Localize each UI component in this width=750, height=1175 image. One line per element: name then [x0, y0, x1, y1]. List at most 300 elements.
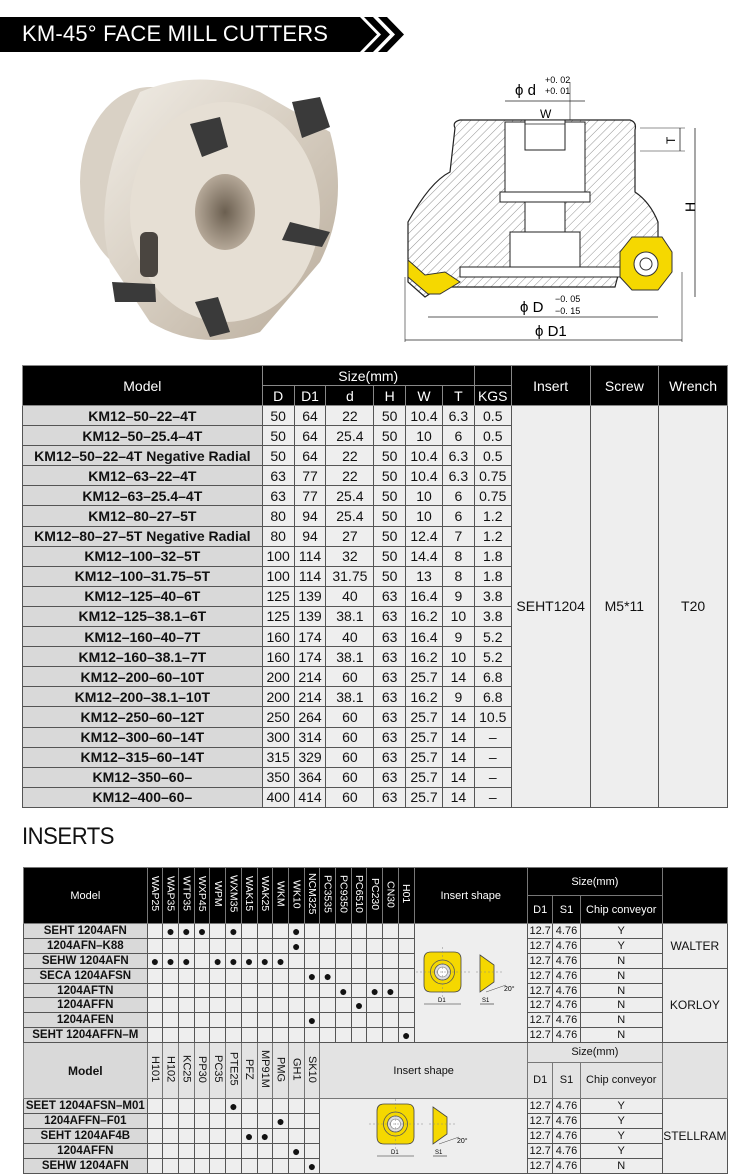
size-kgs-cell: 1.8 [474, 566, 511, 586]
size-kgs-cell: 10.5 [474, 707, 511, 727]
grade-mark-cell [336, 998, 352, 1013]
grade-mark-cell [351, 938, 367, 953]
insert-model-cell: 1204AFN–K88 [24, 938, 148, 953]
size-d-cell: 22 [326, 406, 374, 426]
grade-mark-cell [336, 1028, 352, 1043]
col-size-group: Size(mm) [528, 868, 663, 896]
grade-mark-cell [241, 1099, 257, 1114]
grade-mark-cell [383, 968, 399, 983]
size-d1-cell: 64 [294, 406, 326, 426]
model-cell: KM12–63–22–4T [23, 466, 263, 486]
size-d-cell: 60 [326, 767, 374, 787]
size-t-cell: 14 [442, 727, 474, 747]
dot-icon: ● [213, 952, 222, 969]
size-d-cell: 27 [326, 526, 374, 546]
size-w-cell: 10.4 [406, 406, 443, 426]
size-w-cell: 16.4 [406, 627, 443, 647]
grade-mark-cell [226, 968, 242, 983]
svg-text:−0. 15: −0. 15 [555, 306, 581, 316]
grade-mark-cell [383, 938, 399, 953]
grade-mark-cell [398, 998, 414, 1013]
grade-mark-cell [241, 1128, 257, 1143]
grade-mark-cell [147, 1028, 163, 1043]
grade-mark-cell [210, 1013, 226, 1028]
size-d-cell: 25.4 [326, 426, 374, 446]
grade-mark-cell [163, 1143, 179, 1158]
grade-mark-cell [241, 938, 257, 953]
grade-mark-cell [147, 1158, 163, 1173]
grade-mark-cell [257, 1114, 273, 1129]
table-row [23, 406, 728, 426]
size-d1-cell: 114 [294, 546, 326, 566]
size-d-cell: 160 [262, 647, 294, 667]
grade-mark-cell [336, 924, 352, 939]
grade-mark-cell [194, 968, 210, 983]
grade-mark-cell [210, 938, 226, 953]
size-d1-cell: 364 [294, 767, 326, 787]
size-t-cell: 7 [442, 526, 474, 546]
grade-mark-cell [257, 1099, 273, 1114]
size-t-cell: 8 [442, 566, 474, 586]
col-model: Model [24, 1043, 148, 1099]
size-d1-cell: 214 [294, 687, 326, 707]
size-h-cell: 63 [374, 586, 406, 606]
size-t-cell: 9 [442, 627, 474, 647]
size-h-cell: 50 [374, 506, 406, 526]
insert-row: SEHW 1204AFN ● 12.7 4.76 N [24, 1158, 728, 1173]
model-cell: KM12–80–27–5T [23, 506, 263, 526]
dot-icon: ● [166, 952, 175, 969]
chevron-arrows-icon [340, 17, 410, 52]
grade-mark-cell [241, 953, 257, 968]
grade-mark-cell [226, 953, 242, 968]
size-t-cell: 10 [442, 647, 474, 667]
size-d-cell: 32 [326, 546, 374, 566]
grade-mark-cell [210, 1114, 226, 1129]
insert-row: 1204AFFN–F01 ● 12.7 4.76 Y [24, 1114, 728, 1129]
grade-mark-cell [304, 1013, 320, 1028]
size-d-cell: 350 [262, 767, 294, 787]
grade-mark-cell [257, 1128, 273, 1143]
size-h-cell: 63 [374, 747, 406, 767]
grade-mark-cell [304, 983, 320, 998]
size-d-cell: 31.75 [326, 566, 374, 586]
grade-mark-cell [226, 938, 242, 953]
col-grade: GH1 [288, 1043, 304, 1099]
grade-mark-cell [304, 1099, 320, 1114]
grade-mark-cell [194, 1114, 210, 1129]
grade-mark-cell [273, 998, 289, 1013]
grade-mark-cell [320, 1028, 336, 1043]
size-w-cell: 10 [406, 506, 443, 526]
size-kgs-cell: 1.2 [474, 506, 511, 526]
size-w-cell: 16.4 [406, 586, 443, 606]
grade-mark-cell [257, 998, 273, 1013]
insert-model-cell: SEHT 1204AFN [24, 924, 148, 939]
grade-mark-cell [257, 968, 273, 983]
size-kgs-cell: 6.8 [474, 687, 511, 707]
grade-mark-cell [179, 1114, 195, 1129]
grade-mark-cell [226, 1143, 242, 1158]
screw-cell: M5*11 [590, 406, 659, 808]
model-cell: KM12–100–32–5T [23, 546, 263, 566]
col-insert-shape: Insert shape [414, 868, 527, 924]
inserts-table: Model WAP25 WAP35 WTP35 WXP45 WPM WXM35 WAK15 WAK25 WKM WK10 NCM325 PC3535 PC9350 PC6510 PC230 CN30 H01 Insert shape Size(mm) D1 S1 Chip conveyor SEHT 1204AFN ● ● ● ● ● D1 S1 20° 12.7 4.76 Y WALTER 1204AFN–K88 ● 12.7 4.76 Y SEHW 1204AFN ● ● ● ● ● ● ● ● 12.7 4.76 N SECA 1204AFSN ● ● 12.7 4.76 N KORLOY 1204AFTN ● ● ● 12.7 4.76 N 1204AFFN ● 12.7 4.76 N 1204AFEN ● 12.7 4.76 N SEHT 1204AFFN–M ● 12.7 4.76 N Model H101 H102 KC25 PP30 PC35 PTE25 PFZ MP91M PMG GH1 SK10 Insert shape Size(mm) D1 S1 Chip conveyor SEET 1204AFSN–M01 ● D1 S1 20° 12.7 4.76 Y STELLRAM 1204AFFN–F01 ● 12.7 4.76 Y SEHT 1204AF4B ● ● 12.7 4.76 Y 1204AFFN ● 12.7 4.76 Y SEHW 1204AFN ● 12.7 4.76 N [23, 867, 728, 1174]
dot-icon: ● [292, 937, 301, 954]
col-size-group: Size(mm) [528, 1043, 663, 1062]
size-w-cell: 25.7 [406, 727, 443, 747]
size-w-cell: 25.7 [406, 747, 443, 767]
grade-mark-cell [288, 1028, 304, 1043]
grade-mark-cell [241, 1158, 257, 1173]
grade-mark-cell [194, 924, 210, 939]
grade-mark-cell [320, 998, 336, 1013]
size-h-cell: 50 [374, 526, 406, 546]
grade-mark-cell [351, 1028, 367, 1043]
size-d-cell: 50 [262, 446, 294, 466]
grade-mark-cell [288, 953, 304, 968]
col-wrench: Wrench [659, 366, 728, 406]
model-cell: KM12–315–60–14T [23, 747, 263, 767]
size-d1-cell: 77 [294, 486, 326, 506]
dot-icon: ● [323, 967, 332, 984]
size-w-cell: 12.4 [406, 526, 443, 546]
insert-shape-diagram [369, 1099, 479, 1169]
grade-mark-cell [257, 924, 273, 939]
size-h-cell: 63 [374, 627, 406, 647]
grade-mark-cell [226, 1013, 242, 1028]
size-h-cell: 63 [374, 767, 406, 787]
dot-icon: ● [307, 1012, 317, 1029]
grade-mark-cell [367, 1028, 383, 1043]
header-banner [0, 17, 360, 52]
grade-mark-cell [383, 998, 399, 1013]
grade-mark-cell [147, 983, 163, 998]
insert-model-cell: SEHW 1204AFN [24, 1158, 148, 1173]
size-h-cell: 50 [374, 486, 406, 506]
grade-mark-cell [194, 1099, 210, 1114]
insert-model-cell: 1204AFEN [24, 1013, 148, 1028]
grade-mark-cell [336, 983, 352, 998]
model-cell: KM12–63–25.4–4T [23, 486, 263, 506]
grade-mark-cell [194, 983, 210, 998]
grade-mark-cell [288, 983, 304, 998]
grade-mark-cell [367, 983, 383, 998]
size-w-cell: 25.7 [406, 787, 443, 807]
grade-mark-cell [147, 1013, 163, 1028]
grade-mark-cell [257, 1028, 273, 1043]
col-grade: WAP35 [163, 868, 179, 924]
grade-mark-cell [194, 1143, 210, 1158]
svg-text:D1: D1 [390, 1150, 399, 1157]
grade-mark-cell [273, 1143, 289, 1158]
svg-text:20°: 20° [503, 985, 515, 993]
size-w-cell: 16.2 [406, 687, 443, 707]
grade-mark-cell [398, 983, 414, 998]
size-d1-cell: 94 [294, 506, 326, 526]
size-d-cell: 250 [262, 707, 294, 727]
size-d-cell: 22 [326, 446, 374, 466]
grade-mark-cell [210, 998, 226, 1013]
model-cell: KM12–160–40–7T [23, 627, 263, 647]
grade-mark-cell [179, 1028, 195, 1043]
grade-mark-cell [320, 953, 336, 968]
size-d1-cell: 77 [294, 466, 326, 486]
insert-shape-cell [414, 924, 527, 1043]
grade-mark-cell [367, 924, 383, 939]
insert-row: 1204AFFN ● 12.7 4.76 N [24, 998, 728, 1013]
size-d-cell: 22 [326, 466, 374, 486]
model-cell: KM12–80–27–5T Negative Radial [23, 526, 263, 546]
insert-cell: SEHT1204 [511, 406, 590, 808]
size-h-cell: 50 [374, 426, 406, 446]
col-grade: WAK25 [257, 868, 273, 924]
dot-icon: ● [244, 952, 254, 969]
svg-text:20°: 20° [456, 1138, 468, 1146]
size-d1-cell: 139 [294, 586, 326, 606]
grade-mark-cell [273, 1114, 289, 1129]
grade-mark-cell [320, 983, 336, 998]
grade-mark-cell [273, 1028, 289, 1043]
size-w-cell: 10 [406, 486, 443, 506]
size-t-cell: 14 [442, 747, 474, 767]
grade-mark-cell [351, 924, 367, 939]
insert-model-cell: 1204AFFN [24, 1143, 148, 1158]
size-d-cell: 63 [262, 466, 294, 486]
dim-d-label: ϕ d [515, 82, 536, 99]
grade-mark-cell [351, 983, 367, 998]
grade-mark-cell [210, 1143, 226, 1158]
grade-mark-cell [320, 938, 336, 953]
dim-w-label: W [540, 107, 552, 121]
grade-mark-cell [288, 1114, 304, 1129]
size-kgs-cell: 0.5 [474, 426, 511, 446]
grade-mark-cell [288, 968, 304, 983]
col-insert-shape: Insert shape [320, 1043, 528, 1099]
insert-row: SECA 1204AFSN ● ● 12.7 4.76 N KORLOY [24, 968, 728, 983]
grade-mark-cell [147, 953, 163, 968]
col-grade: H102 [163, 1043, 179, 1099]
grade-mark-cell [304, 1143, 320, 1158]
size-d-cell: 38.1 [326, 687, 374, 707]
insert-row: SEHT 1204AFFN–M ● 12.7 4.76 N [24, 1028, 728, 1043]
size-kgs-cell: 5.2 [474, 627, 511, 647]
grade-mark-cell [147, 938, 163, 953]
col-grade: WTP35 [179, 868, 195, 924]
size-d1-cell: 264 [294, 707, 326, 727]
size-w-cell: 10 [406, 426, 443, 446]
grade-mark-cell [304, 1158, 320, 1173]
col-grade: SK10 [304, 1043, 320, 1099]
grade-mark-cell [273, 968, 289, 983]
dot-icon: ● [354, 997, 364, 1014]
grade-mark-cell [179, 1099, 195, 1114]
size-d1-cell: 64 [294, 446, 326, 466]
size-kgs-cell: – [474, 787, 511, 807]
dot-icon: ● [229, 922, 238, 939]
grade-mark-cell [210, 1128, 226, 1143]
grade-mark-cell [273, 953, 289, 968]
cross-section-drawing [400, 72, 745, 352]
size-d-cell: 38.1 [326, 647, 374, 667]
dot-icon: ● [307, 967, 317, 984]
size-d-cell: 80 [262, 526, 294, 546]
size-d-cell: 25.4 [326, 486, 374, 506]
col-grade: WK10 [288, 868, 304, 924]
size-d-cell: 60 [326, 707, 374, 727]
size-w-cell: 14.4 [406, 546, 443, 566]
col-grade: KC25 [179, 1043, 195, 1099]
insert-shape-cell [320, 1099, 528, 1173]
grade-mark-cell [304, 924, 320, 939]
size-h-cell: 63 [374, 707, 406, 727]
grade-mark-cell [163, 1128, 179, 1143]
size-t-cell: 14 [442, 787, 474, 807]
grade-mark-cell [226, 1128, 242, 1143]
grade-mark-cell [241, 1013, 257, 1028]
insert-row: 1204AFN–K88 ● 12.7 4.76 Y [24, 938, 728, 953]
grade-mark-cell [194, 1158, 210, 1173]
insert-model-cell: SEHT 1204AFFN–M [24, 1028, 148, 1043]
size-h-cell: 50 [374, 406, 406, 426]
svg-text:S1: S1 [434, 1150, 443, 1157]
size-d1-cell: 94 [294, 526, 326, 546]
col-insert: Insert [511, 366, 590, 406]
grade-mark-cell [194, 998, 210, 1013]
grade-mark-cell [163, 938, 179, 953]
dot-icon: ● [339, 982, 348, 999]
dot-icon: ● [292, 1142, 301, 1159]
size-d-cell: 50 [262, 406, 294, 426]
grade-mark-cell [398, 924, 414, 939]
col-grade: WAK15 [241, 868, 257, 924]
size-kgs-cell: 0.75 [474, 466, 511, 486]
size-d1-cell: 174 [294, 627, 326, 647]
grade-mark-cell [273, 1158, 289, 1173]
dot-icon: ● [182, 952, 191, 969]
spec-table: Model Size(mm) Insert Screw Wrench D D1 d H W T KGS KM12–50–22–4T 50 64 22 50 10.4 6.3 0.5 SEHT1204 M5*11 T20 KM12–50–25.4–4T 50 64 25.4 50 10 6 0.5 KM12–50–22–4T Negative Radial 50 64 22 50 10.4 6.3 0.5 KM12–63–22–4T 63 77 22 50 10.4 6.3 0.75 KM12–63–25.4–4T 63 77 25.4 50 10 6 0.75 KM12–80–27–5T 80 94 25.4 50 10 6 1.2 KM12–80–27–5T Negative Radial 80 94 27 50 12.4 7 1.2 KM12–100–32–5T 100 114 32 50 14.4 8 1.8 KM12–100–31.75–5T 100 114 31.75 50 13 8 1.8 KM12–125–40–6T 125 139 40 63 16.4 9 3.8 KM12–125–38.1–6T 125 139 38.1 63 16.2 10 3.8 KM12–160–40–7T 160 174 40 63 16.4 9 5.2 KM12–160–38.1–7T 160 174 38.1 63 16.2 10 5.2 KM12–200–60–10T 200 214 60 63 25.7 14 6.8 KM12–200–38.1–10T 200 214 38.1 63 16.2 9 6.8 KM12–250–60–12T 250 264 60 63 25.7 14 10.5 KM12–300–60–14T 300 314 60 63 25.7 14 – KM12–315–60–14T 315 329 60 63 25.7 14 – KM12–350–60– 350 364 60 63 25.7 14 – KM12–400–60– 400 414 60 63 25.7 14 – [22, 365, 728, 808]
grade-mark-cell [179, 998, 195, 1013]
grade-mark-cell [320, 1013, 336, 1028]
insert-row: 1204AFTN ● ● ● 12.7 4.76 N [24, 983, 728, 998]
size-h-cell: 63 [374, 647, 406, 667]
size-kgs-cell: 0.75 [474, 486, 511, 506]
size-d-cell: 160 [262, 627, 294, 647]
col-grade: H01 [398, 868, 414, 924]
insert-model-cell: 1204AFFN [24, 998, 148, 1013]
size-d1-cell: 114 [294, 566, 326, 586]
grade-mark-cell [320, 968, 336, 983]
size-h-cell: 63 [374, 667, 406, 687]
dim-h-label: H [682, 201, 698, 212]
col-grade: NCM325 [304, 868, 320, 924]
grade-mark-cell [163, 924, 179, 939]
grade-mark-cell [163, 1114, 179, 1129]
grade-mark-cell [320, 924, 336, 939]
grade-mark-cell [257, 1158, 273, 1173]
size-t-cell: 6.3 [442, 406, 474, 426]
grade-mark-cell [304, 953, 320, 968]
grade-mark-cell [351, 1013, 367, 1028]
size-t-cell: 14 [442, 707, 474, 727]
svg-text:D1: D1 [437, 997, 446, 1004]
grade-mark-cell [273, 1128, 289, 1143]
grade-mark-cell [226, 983, 242, 998]
insert-top-view-icon [369, 1099, 424, 1156]
grade-mark-cell [163, 1028, 179, 1043]
grade-mark-cell [304, 998, 320, 1013]
grade-mark-cell [398, 1013, 414, 1028]
grade-mark-cell [147, 998, 163, 1013]
grade-mark-cell [398, 953, 414, 968]
grade-mark-cell [147, 1099, 163, 1114]
grade-mark-cell [226, 1099, 242, 1114]
grade-mark-cell [163, 983, 179, 998]
grade-mark-cell [226, 1028, 242, 1043]
dot-icon: ● [229, 1098, 238, 1115]
grade-mark-cell [179, 983, 195, 998]
grade-mark-cell [194, 1128, 210, 1143]
dim-D-label: ϕ D [520, 299, 544, 316]
grade-mark-cell [398, 968, 414, 983]
grade-mark-cell [241, 1028, 257, 1043]
size-h-cell: 63 [374, 787, 406, 807]
inserts-section-title: INSERTS [22, 823, 115, 850]
grade-mark-cell [241, 983, 257, 998]
grade-mark-cell [304, 968, 320, 983]
grade-mark-cell [273, 938, 289, 953]
grade-mark-cell [179, 968, 195, 983]
grade-mark-cell [210, 983, 226, 998]
grade-mark-cell [288, 1143, 304, 1158]
grade-mark-cell [257, 953, 273, 968]
size-h-cell: 50 [374, 566, 406, 586]
grade-mark-cell [147, 1128, 163, 1143]
grade-mark-cell [226, 998, 242, 1013]
insert-row: 1204AFEN ● 12.7 4.76 N [24, 1013, 728, 1028]
size-d-cell: 315 [262, 747, 294, 767]
col-grade: CN30 [383, 868, 399, 924]
col-grade: PC6510 [351, 868, 367, 924]
grade-mark-cell [257, 1013, 273, 1028]
size-d-cell: 60 [326, 727, 374, 747]
brand-cell: WALTER [662, 924, 727, 969]
grade-mark-cell [194, 938, 210, 953]
insert-row: SEHT 1204AFN ● ● ● ● ● D1 S1 20° 12.7 4.76 Y WALTER [24, 924, 728, 939]
grade-mark-cell [210, 1158, 226, 1173]
grade-mark-cell [336, 1013, 352, 1028]
model-cell: KM12–50–22–4T [23, 406, 263, 426]
col-grade: WXM35 [226, 868, 242, 924]
grade-mark-cell [383, 953, 399, 968]
size-d-cell: 300 [262, 727, 294, 747]
grade-mark-cell [241, 1143, 257, 1158]
size-w-cell: 10.4 [406, 446, 443, 466]
dot-icon: ● [292, 922, 301, 939]
grade-mark-cell [336, 938, 352, 953]
brand-cell: STELLRAM [662, 1099, 727, 1173]
size-d-cell: 200 [262, 667, 294, 687]
size-kgs-cell: 5.2 [474, 647, 511, 667]
grade-mark-cell [367, 968, 383, 983]
col-grade: MP91M [257, 1043, 273, 1099]
grade-mark-cell [304, 1128, 320, 1143]
grade-mark-cell [163, 1099, 179, 1114]
col-model: Model [23, 366, 263, 406]
insert-shape-diagram [416, 947, 526, 1017]
size-t-cell: 14 [442, 767, 474, 787]
grade-mark-cell [163, 1013, 179, 1028]
